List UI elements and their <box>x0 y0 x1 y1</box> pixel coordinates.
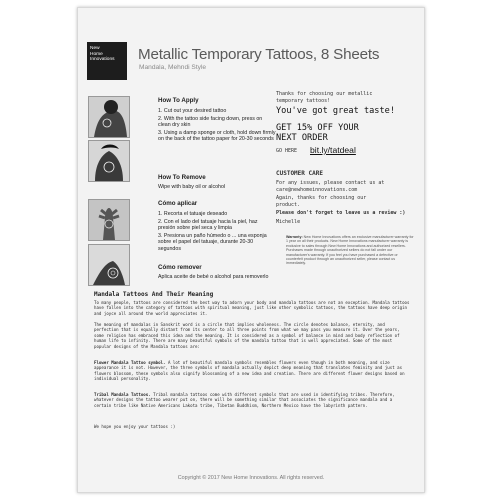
sheet-title: Metallic Temporary Tattoos, 8 Sheets <box>138 46 380 63</box>
how-to-apply-heading: How To Apply <box>158 97 199 104</box>
closing-line: We hope you enjoy your tattoos :) <box>94 424 176 429</box>
discount-link[interactable]: bit.ly/tatdeal <box>310 145 356 155</box>
aplicar-steps <box>158 211 276 254</box>
care-line: Again, thanks for choosing our <box>276 195 367 201</box>
how-to-remove-heading: How To Remove <box>158 174 206 181</box>
tribal-mandala-label: Tribal Mandala Tattoos. <box>94 392 151 397</box>
great-taste-text: You've got great taste! <box>276 106 395 116</box>
mandala-paragraph-3 <box>94 360 410 382</box>
mandala-paragraph-4 <box>94 392 410 408</box>
aplicar-step: 2. Con el lado del tatuaje hacia la piel, haz presión sobre piel seca y limpia <box>158 218 258 232</box>
tattoo-photo-4 <box>88 244 130 286</box>
thanks-line: temporary tattoos! <box>276 98 331 104</box>
logo-line: New <box>90 46 100 51</box>
logo-line: Home <box>90 51 103 57</box>
mandala-heading: Mandala Tattoos And Their Meaning <box>94 291 214 298</box>
signature: Michelle <box>276 219 301 225</box>
copyright-notice: Copyright © 2017 New Home Innovations. All rights reserved. <box>177 475 325 481</box>
apply-steps <box>158 108 276 144</box>
remover-text: Aplica aceite de bebé o alcohol para removerlo <box>158 274 269 280</box>
apply-step: 2. With the tattoo side facing down, press on clean dry skin <box>158 115 263 129</box>
thanks-line: Thanks for choosing our metallic <box>276 91 373 97</box>
care-line: product. <box>276 202 301 208</box>
review-request: Please don't forget to leave us a review :) <box>276 210 406 216</box>
como-aplicar-heading: Cómo aplicar <box>158 200 198 207</box>
mandala-paragraph-2: The meaning of mandalas in Sanskrit word is a circle that implies wholeness. The circle denotes balance, eternity, and perfection that is equally distant from its center to all three points from what we may pass you measure it. Over the years, some religion has embraced this idea and the meaning. It is considered as a symbol of balance in mind and body reflection of human life to infinity. There are many beautiful symbols of the mandala tattoo that is well appreciated. Some of the most popular designs of the Mandala tattoos are: <box>94 322 400 349</box>
warranty-body: New Home Innovations offers an exclusive manufacturer warranty for 1 year on all their products. New Home Innovations manufacturer warranty is exclusive to sales through New Home Innovations and authorized resellers. Purchases made through unauthorized sellers do not fall under our manufacturer's warranty. If you feel you have purchased a defective or counterfeit product through an unauthorized seller, please contact us immediately. <box>286 235 414 266</box>
logo-line: Innovations <box>90 57 115 63</box>
offer-line: NEXT ORDER <box>276 133 328 143</box>
flower-mandala-text: A lot of beautiful mandala symbols resembles flowers even though in both meaning, and size appearance it is not. However, the three symbols of mandala actually depict deep meaning that translates feminity and just as flowers blossom, these symbols also signify blossoming of a new idea and creation. There are different flower designs based on individual personality. <box>94 360 405 382</box>
care-line: For any issues, please contact us at <box>276 180 385 186</box>
care-email[interactable]: care@newhomeinnovations.com <box>276 187 358 193</box>
warranty-text <box>286 235 414 266</box>
aplicar-step: 3. Presiona un paño húmedo o ... una esponja sobre el papel del tatuaje, durante 20-30 segundos <box>158 233 267 252</box>
aplicar-step: 1. Recorta el tatuaje deseado <box>158 211 228 217</box>
go-here-text: GO HERE <box>276 148 298 154</box>
sheet-subtitle: Mandala, Mehndi Style <box>139 64 207 71</box>
warranty-label: Warranty: <box>286 235 303 239</box>
como-remover-heading: Cómo remover <box>158 264 202 271</box>
remove-text: Wipe with baby oil or alcohol <box>158 184 226 190</box>
apply-step: 1. Cut out your desired tattoo <box>158 108 227 114</box>
tattoo-photo-1 <box>88 96 130 138</box>
customer-care-heading: CUSTOMER CARE <box>276 170 323 177</box>
tattoo-photo-2 <box>88 140 130 182</box>
tattoo-photo-3 <box>88 199 130 241</box>
mandala-paragraph-1: To many people, tattoos are considered the best way to adorn your body and mandala tattoos are not an exception. Mandala tattoos have fallen into the category of tattoos with spiritual meaning, just like other symbolic tattoos, the tattoos have deep origin and joyce all around the world appreciates it. <box>94 300 410 316</box>
brand-logo <box>87 42 127 80</box>
flower-mandala-label: Flower Mandala Tattoo symbol. <box>94 360 166 365</box>
instruction-sheet <box>77 7 425 493</box>
offer-line: GET 15% OFF YOUR <box>276 123 359 133</box>
tribal-mandala-text: Tribal mandala tattoos come with different symbols that are used in identifying tribes. Therefore, whatever designs the tattoo wearer put on, there will be something similar that associates the significance mandala and a certain tribe like Native Americans Lakota tribe, Tibetan Buddhism, Northern Mexico have the labyrinth pattern. <box>94 392 395 408</box>
apply-step: 3. Using a damp sponge or cloth, hold down firmly on the back of the tattoo paper for 20-30 seconds <box>158 130 276 143</box>
